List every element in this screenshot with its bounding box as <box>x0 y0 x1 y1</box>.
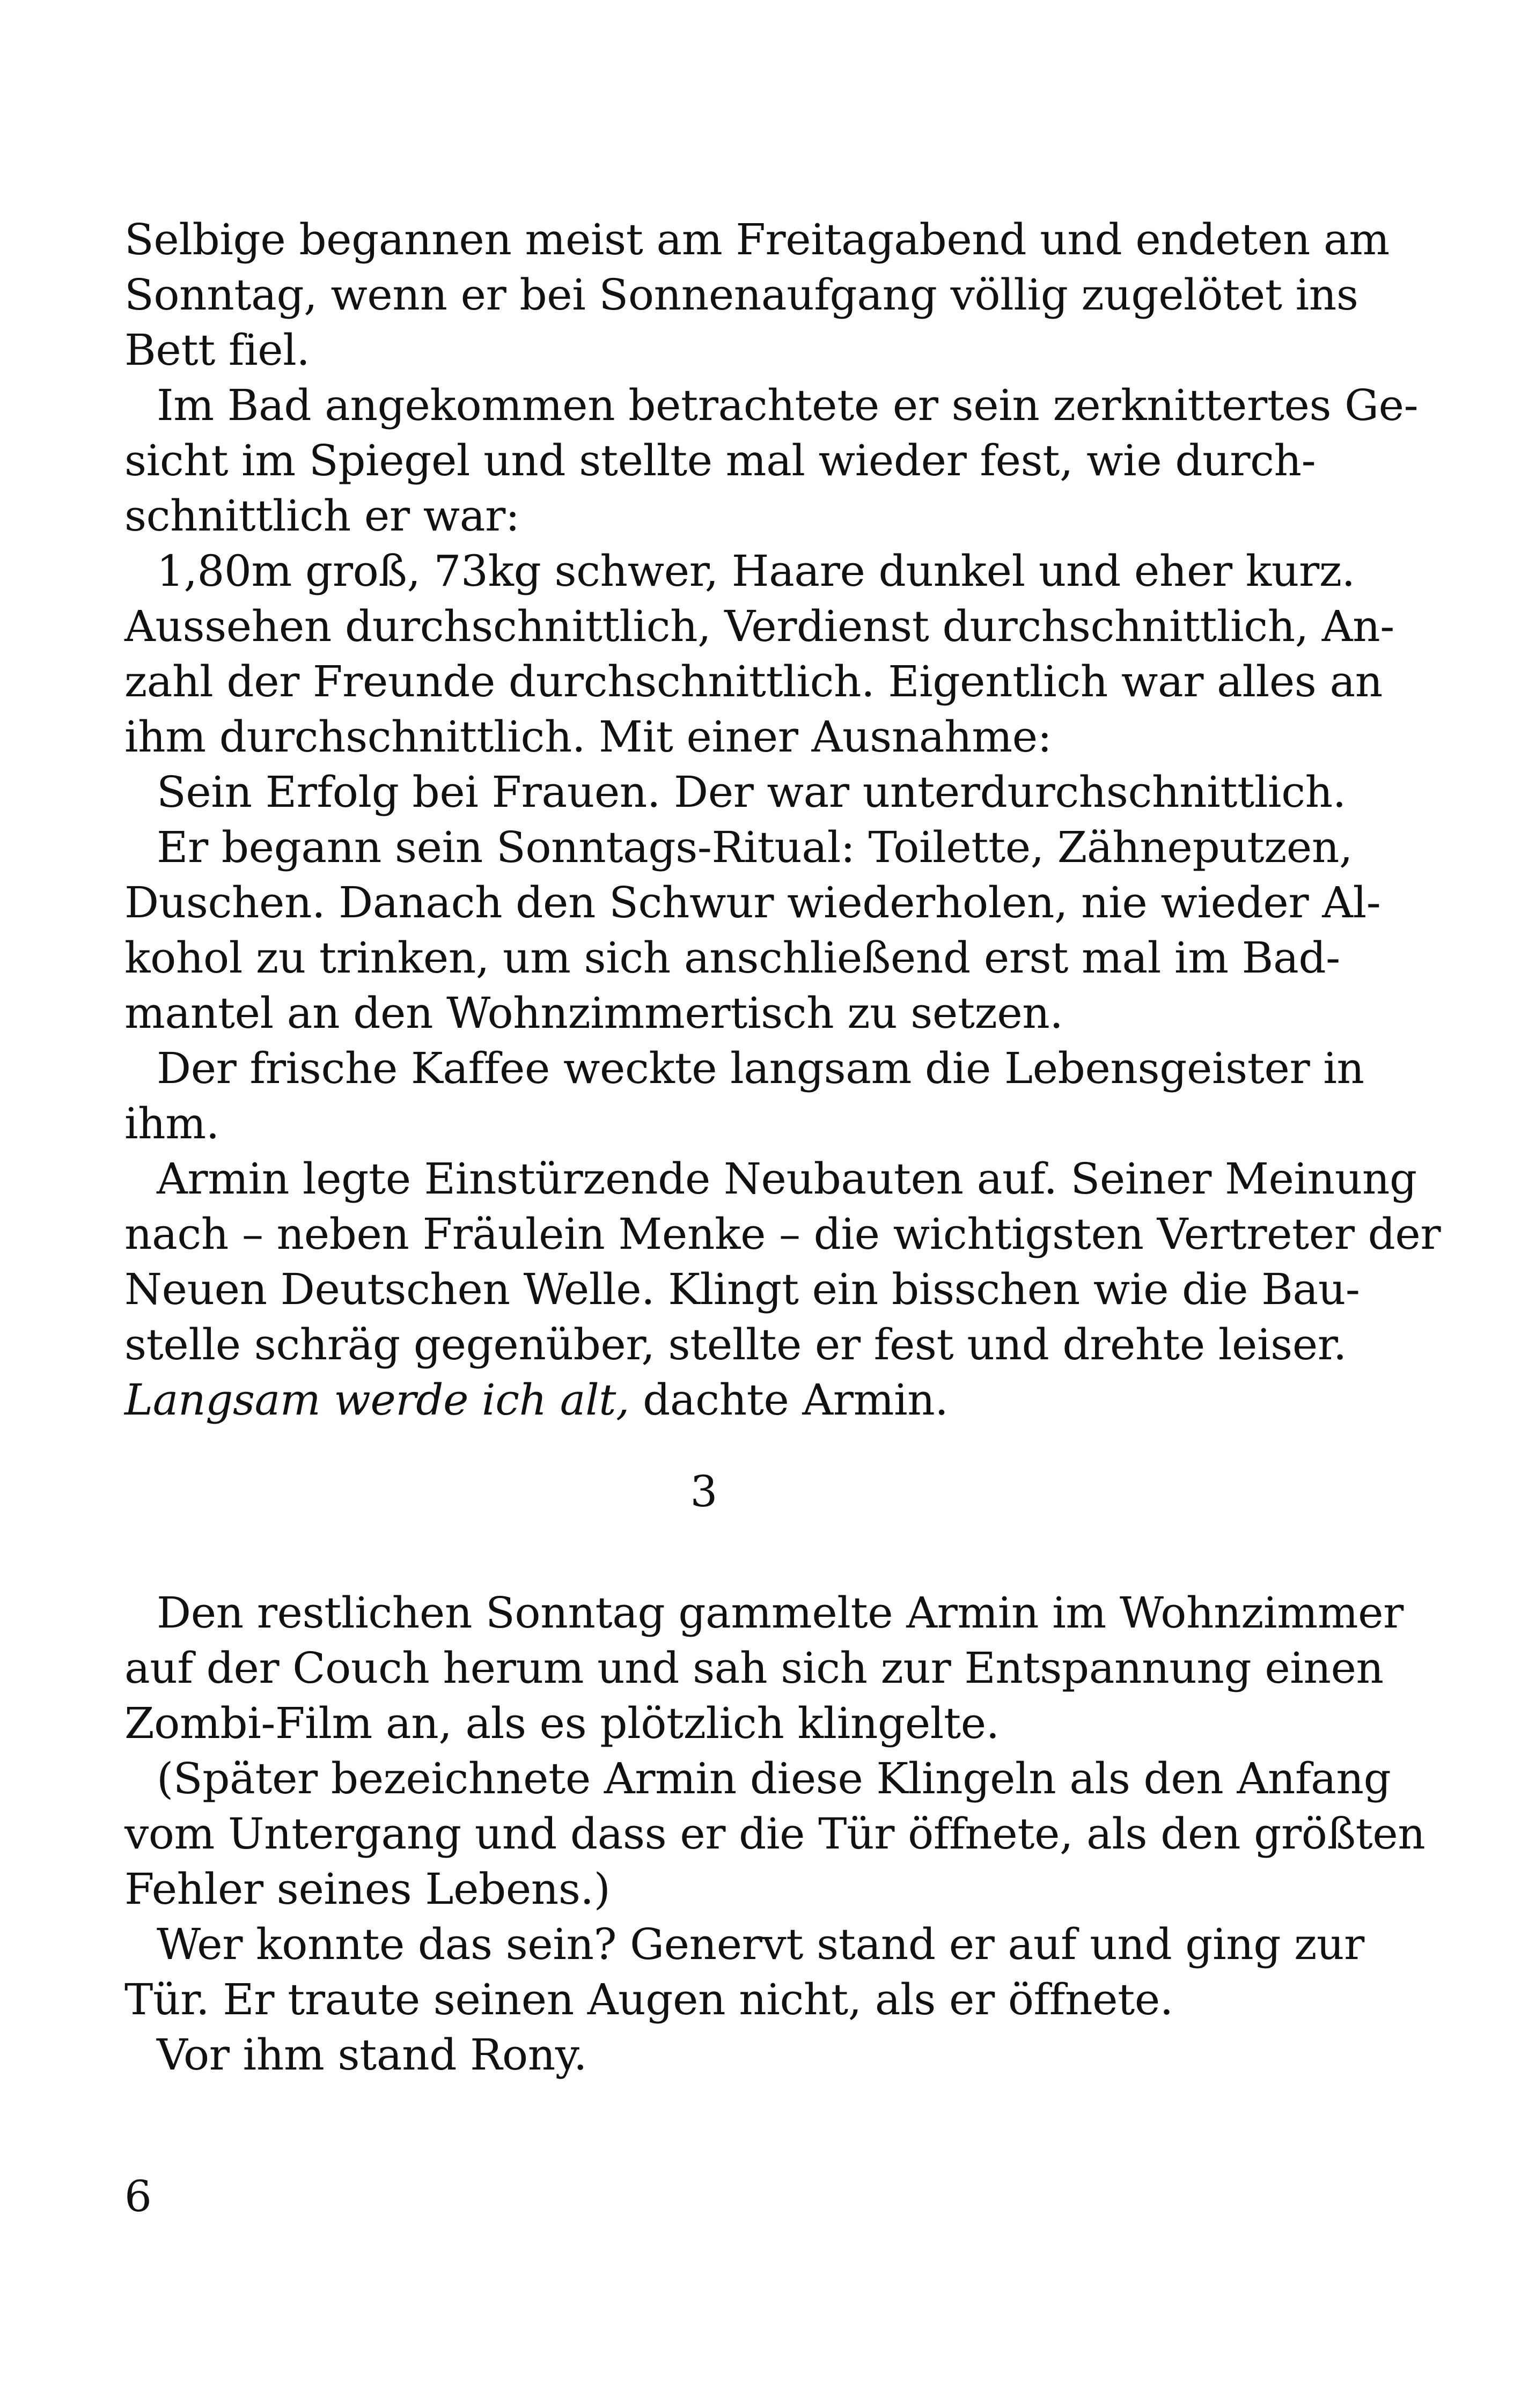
text-line: mantel an den Wohnzimmertisch zu setzen. <box>124 988 1063 1038</box>
text-line: nach – neben Fräulein Menke – die wichtigsten Vertreter der <box>124 1209 1441 1259</box>
text-line <box>124 1372 1283 1427</box>
text-line: schnittlich er war: <box>124 491 520 541</box>
text-line: Sonntag, wenn er bei Sonnenaufgang völlig zugelötet ins <box>124 270 1358 320</box>
text-line: Bett fiel. <box>124 325 310 375</box>
text-line: Duschen. Danach den Schwur wiederholen, nie wieder Al- <box>124 878 1381 927</box>
text-line: Armin legte Einstürzende Neubauten auf. Seiner Meinung <box>157 1154 1417 1204</box>
text-line: Neuen Deutschen Welle. Klingt ein bisschen wie die Bau- <box>124 1264 1360 1314</box>
text-line: ihm durchschnittlich. Mit einer Ausnahme: <box>124 712 1052 762</box>
text-line: vom Untergang und dass er die Tür öffnete, als den größten <box>124 1809 1426 1859</box>
text-block-2 <box>124 1585 1426 2082</box>
text-line: Tür. Er traute seinen Augen nicht, als er öffnete. <box>124 1975 1173 2024</box>
text-line: Wer konnte das sein? Genervt stand er auf und ging zur <box>157 1919 1364 1969</box>
text-line: kohol zu trinken, um sich anschließend erst mal im Bad- <box>124 933 1340 983</box>
text-line: Zombi-Film an, als es plötzlich klingelte. <box>124 1698 1000 1748</box>
text-line: (Später bezeichnete Armin diese Klingeln als den Anfang <box>157 1754 1391 1803</box>
section-number: 3 <box>690 1467 718 1516</box>
text-line: 1,80m groß, 73kg schwer, Haare dunkel und eher kurz. <box>157 546 1355 596</box>
text-line: Selbige begannen meist am Freitagabend und endeten am <box>124 215 1390 264</box>
text-line: Den restlichen Sonntag gammelte Armin im Wohnzimmer <box>157 1588 1404 1638</box>
text-line: Er begann sein Sonntags-Ritual: Toilette, Zähneputzen, <box>157 822 1353 872</box>
text-line: Im Bad angekommen betrachtete er sein zerknittertes Ge- <box>157 380 1419 430</box>
text-line: stelle schräg gegenüber, stellte er fest und drehte leiser. <box>124 1320 1347 1369</box>
text-line: zahl der Freunde durchschnittlich. Eigentlich war alles an <box>124 657 1383 706</box>
text-block-1 <box>124 212 1441 1427</box>
text-line: ihm. <box>124 1099 219 1148</box>
text-line: auf der Couch herum und sah sich zur Entspannung einen <box>124 1643 1384 1693</box>
text-line: Vor ihm stand Rony. <box>157 2030 587 2080</box>
text-line: Aussehen durchschnittlich, Verdienst durchschnittlich, An- <box>124 601 1394 651</box>
italic-thought: Langsam werde ich alt, <box>124 1375 630 1425</box>
text-span: dachte Armin. <box>629 1375 949 1425</box>
text-line: Der frische Kaffee weckte langsam die Lebensgeister in <box>157 1043 1364 1093</box>
text-line: Fehler seines Lebens.) <box>124 1864 611 1914</box>
text-line: Sein Erfolg bei Frauen. Der war unterdurchschnittlich. <box>157 767 1346 817</box>
page-body <box>124 212 1441 2082</box>
page-number: 6 <box>124 2171 152 2221</box>
text-line: sicht im Spiegel und stellte mal wieder fest, wie durch- <box>124 436 1316 485</box>
